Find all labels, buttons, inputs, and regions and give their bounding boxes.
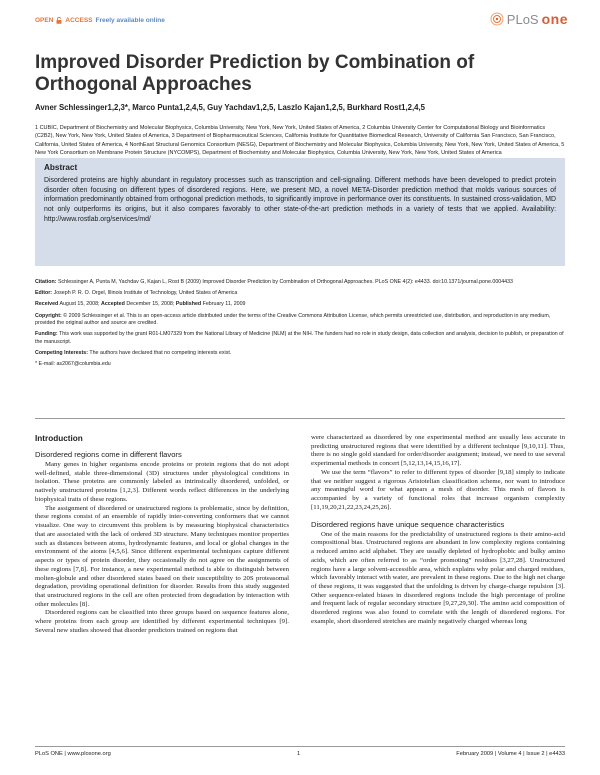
footer-divider <box>35 746 565 747</box>
corresponding-email: * E-mail: as2067@columbia.edu <box>35 361 111 368</box>
funding-text: This work was supported by the grant R01-LM07329 from the National Library of Medicine (NLM) at the NIH. The funders had no role in study design, data collection and analysis, decision to publish, or preparation of the manuscript. <box>35 331 564 345</box>
page-number: 1 <box>297 751 301 757</box>
open-access-banner <box>35 17 165 24</box>
abstract-box <box>35 158 565 266</box>
body-paragraph: Many genes in higher organisms encode proteins or protein regions that do not adopt well-defined, stable three-dimensional (3D) structures under physiological conditions in isolation. These proteins are commonly labeled as intrinsically disordered, unfolded, or natively unstructured proteins [1,2,3]. Different words reflect differences in the underlying biophysical traits of these regions. <box>35 461 289 503</box>
competing-label: Competing Interests: <box>35 350 88 357</box>
plos-one-logo <box>490 11 568 27</box>
body-paragraph: were characterized as disordered by one experimental method are usually less accurate in predicting unstructured regions that were identified by a different technique [9,10,11]. Thus, there is no single gold standard for order/disorder assignment; instead, we need to use several experimental methods in concert [5,12,13,14,15,16,17]. <box>311 434 565 468</box>
plos-logo-icon <box>490 12 504 26</box>
footer-issue: February 2009 | Volume 4 | Issue 2 | e4433 <box>456 751 565 757</box>
open-label: OPEN <box>35 17 54 24</box>
affiliations: 1 CUBIC, Department of Biochemistry and Molecular Biophysics, Columbia University, New York, New York, United States of America, 2 Columbia University Center for Computational Biology and Bioinformatics (C2B2), New York, New York, United States of America, 3 Department of Biopharmaceutical Sciences, California Institute for Quantitative Biomedical Research, University of California San Francisco, San Francisco, California, United States of America, 4 NorthEast Structural Genomics Consortium (NESG), Department of Biochemistry and Molecular Biophysics, Columbia University, New York, New York, United States of America, 5 New York Consortium on Membrane Protein Structure (NYCOMPS), Department of Biochemistry and Molecular Biophysics, Columbia University, New York, New York, United States of America <box>35 125 565 156</box>
author-list: Avner Schlessinger1,2,3*, Marco Punta1,2,4,5, Guy Yachdav1,2,5, Laszlo Kajan1,2,5, Burkhard Rost1,2,4,5 <box>35 103 426 112</box>
logo-plos-text: PLoS <box>506 11 539 27</box>
citation-text: Schlessinger A, Punta M, Yachdav G, Kajan L, Rost B (2009) Improved Disorder Prediction by Combination of Orthogonal Approaches. PLoS ONE 4(2): e4433. doi:10.1371/journal.pone.0004433 <box>57 279 513 285</box>
article-metadata <box>35 279 565 373</box>
editor-text: Joseph P. R. O. Orgel, Illinois Institute of Technology, United States of America <box>53 290 238 297</box>
footer-journal: PLoS ONE | www.plosone.org <box>35 751 111 757</box>
freely-available-label: Freely available online <box>95 17 165 24</box>
body-paragraph: We use the term “flavors” to refer to different types of disorder [9,18] simply to indicate that we neither suggest a rigorous Aristotelian classification scheme, nor want to introduce any meaningful word for what appears a mesh of disorder. This mesh of flavors is accompanied by a variety of functional roles that increase organism complexity [11,19,20,21,22,23,24,25,26]. <box>311 468 565 511</box>
citation <box>35 279 565 287</box>
abstract-heading: Abstract <box>44 163 78 172</box>
introduction-heading: Introduction <box>35 434 83 443</box>
left-column <box>35 434 289 636</box>
copyright-label: Copyright: <box>35 312 62 319</box>
logo-one-text: one <box>541 11 568 27</box>
citation-label: Citation: <box>35 279 57 285</box>
published-label: Published <box>175 301 202 308</box>
dates <box>35 301 565 309</box>
body-paragraph: The assignment of disordered or unstructured regions is problematic, since by definition, these regions consist of an ensemble of rapidly inter-converting conformers that we cannot visualize. One way to circumvent this problem is by measuring biophysical characteristics that are associated with the lack of ordered 3D structure. Many techniques monitor properties such as distances between atoms, hydrodynamic features, and local or global changes in the environment of the atoms [4,5,6]. Since different experimental techniques capture different aspects or types of protein disorder, they occasionally do not agree on the assignments of these regions [7,8]. For instance, a new experimental method is able to distinguish between molten-globule and other disordered states based on their susceptibility to 20S proteasomal degradation, providing operational definition for disorder. Results from this study suggested that unstructured regions in the cell are often protected from degradation by interaction with other molecules [8]. <box>35 504 289 608</box>
section-divider <box>35 418 565 419</box>
body-paragraph: Disordered regions can be classified into three groups based on sequence features alone, where proteins from each group are identified by different experimental techniques [9]. Several new studies showed that disorder predictors trained on regions that <box>35 609 289 634</box>
access-label: ACCESS <box>65 17 93 24</box>
article-title: Improved Disorder Prediction by Combination of Orthogonal Approaches <box>35 52 475 95</box>
editor-label: Editor: <box>35 290 53 297</box>
copyright <box>35 313 565 328</box>
competing-text: The authors have declared that no competing interests exist. <box>89 350 232 357</box>
funding <box>35 331 565 346</box>
published-date: February 11, 2009 <box>202 301 246 308</box>
received-date: August 15, 2008; <box>59 301 100 308</box>
copyright-text: © 2009 Schlessinger et al. This is an open-access article distributed under the terms of the Creative Commons Attribution License, which permits unrestricted use, distribution, and reproduction in any medium, provided the original author and source are credited. <box>35 312 551 327</box>
open-lock-icon <box>56 17 62 24</box>
subsection-heading: Disordered regions have unique sequence characteristics <box>311 519 505 529</box>
subsection-heading: Disordered regions come in different flavors <box>35 450 182 459</box>
editor <box>35 290 565 298</box>
body-paragraph: One of the main reasons for the predictability of unstructured regions is their amino-acid compositional bias. Unstructured regions are abundant in low complexity regions containing a reduced amino acid alphabet. They are usually depleted of hydrophobic and bulky amino acids, which are often referred to as “order promoting” residues [3,27,28]. Unstructured regions have a large solvent-accessible area, which explains why polar and charged residues, which favorably interact with water, are prevalent in these regions. Due to the high net charge of these regions, it was suggested that the unfolding is driven by charge-charge repulsion [3]. Other sequence-related biases in disordered regions include the high percentage of proline and frequent lack of regular secondary structure [9,27,29,30]. The amino acid composition of disordered regions was also found to correlate with the length of disordered regions. For example, short disordered stretches are mainly negatively charged whereas long <box>311 530 565 625</box>
accepted-label: Accepted <box>101 301 125 308</box>
funding-label: Funding: <box>35 331 58 338</box>
right-column <box>311 434 565 627</box>
abstract-text: Disordered proteins are highly abundant in regulatory processes such as transcription and cell-signaling. Different methods have been developed to predict protein disorder often focusing on different types of disordered regions. Here, we present MD, a novel META-Disorder prediction method that molds various sources of information predominantly obtained from orthogonal prediction methods, to significantly improve in performance over its constituents. In sustained cross-validation, MD not only outperforms its origins, but it also compares favorably to other state-of-the-art prediction methods in a variety of tests that we applied. Availability: http://www.rostlab.org/services/md/ <box>44 177 556 223</box>
received-label: Received <box>35 301 59 308</box>
competing-interests <box>35 350 565 358</box>
accepted-date: December 15, 2008; <box>126 301 175 308</box>
